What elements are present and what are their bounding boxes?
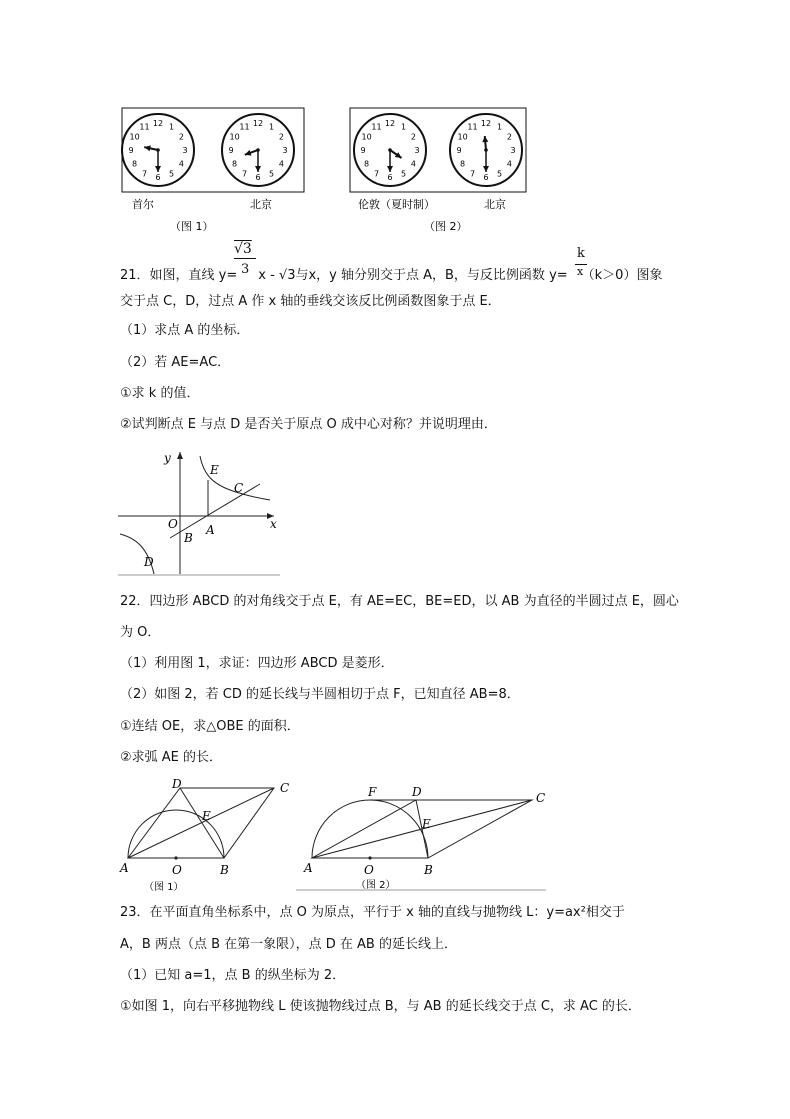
clock-numeral: 4 [278, 159, 284, 169]
q22-figures [118, 776, 548, 894]
clock-numeral: 12 [480, 119, 492, 128]
clock-numeral: 11 [139, 122, 150, 132]
q21-label-C: C [234, 481, 244, 495]
clock-numeral: 1 [400, 122, 407, 132]
clock-label-london: 伦敦（夏时制） [358, 198, 435, 211]
clock-numeral: 2 [178, 132, 184, 142]
q22-part2: （2）如图 2，若 CD 的延长线与半圆相切于点 F，已知直径 AB=8． [120, 687, 520, 702]
clock-numeral: 10 [229, 132, 240, 142]
clock-numeral: 12 [152, 119, 164, 128]
q22-fig2-label-B: B [424, 863, 433, 877]
clock-numeral: 7 [373, 169, 380, 179]
q21-sub2: ②试判断点 E 与点 D 是否关于原点 O 成中心对称？并说明理由． [120, 417, 497, 432]
clock-seoul [122, 114, 194, 186]
q21-line1-a: 21．如图，直线 y= [120, 268, 238, 283]
clock-numeral: 11 [467, 122, 478, 132]
q22-fig2-label-F: F [368, 785, 377, 799]
q21-line1-b: x - √3与x，y 轴分别交于点 A，B，与反比例函数 y= [258, 268, 568, 283]
q21-frac1-numerator: √3 [234, 241, 252, 257]
clock-numeral: 6 [155, 173, 161, 182]
clock-numeral: 4 [410, 159, 416, 169]
clock-numeral: 4 [178, 159, 184, 169]
q22-fig1-label-D: D [172, 777, 182, 791]
clock-london [354, 114, 426, 186]
q22-sub2: ②求弧 AE 的长． [120, 750, 223, 765]
clock-numeral: 8 [364, 159, 370, 169]
q21-part1: （1）求点 A 的坐标． [120, 323, 250, 338]
q22-fig2-label-O: O [364, 863, 374, 877]
q22-fig1-label-E: E [202, 809, 211, 823]
clock-numeral: 3 [282, 146, 288, 155]
clock-center [388, 148, 392, 152]
clock-beijing-1 [222, 114, 294, 186]
q23-part1: （1）已知 a=1，点 B 的纵坐标为 2． [120, 968, 346, 983]
clock-center [484, 148, 488, 152]
q22-fig2-caption: （图 2） [356, 880, 396, 891]
clock-minute-hand-tip [155, 166, 161, 172]
q22-fig1-caption: （图 1） [144, 882, 184, 893]
q21-label-A: A [206, 523, 215, 537]
clock-numeral: 10 [129, 132, 140, 142]
clock-minute-hand-tip [483, 166, 489, 172]
clock-numeral: 8 [460, 159, 466, 169]
q21-frac1-bar [234, 258, 256, 259]
q22-sub1: ①连结 OE，求△OBE 的面积． [120, 719, 300, 734]
clock-numeral: 3 [414, 146, 420, 155]
clock-minute-hand-tip [387, 166, 393, 172]
clock-numeral: 7 [141, 169, 148, 179]
q21-line2: 交于点 C，D，过点 A 作 x 轴的垂线交该反比例函数图象于点 E． [120, 294, 501, 309]
clock-numeral: 1 [168, 122, 175, 132]
clock-numeral: 11 [371, 122, 382, 132]
q21-label-x: x [270, 517, 277, 531]
q21-line1-c: （k＞0）图象 [581, 268, 663, 283]
q21-frac1-denominator: 3 [241, 262, 250, 277]
q22-line1: 22．四边形 ABCD 的对角线交于点 E，有 AE=EC，BE=ED，以 AB 为直径的半圆过点 E，圆心 [120, 594, 679, 609]
clock-beijing-2 [450, 114, 522, 186]
clock-numeral: 7 [241, 169, 248, 179]
clock-numeral: 1 [268, 122, 275, 132]
q22-fig1-label-A: A [120, 861, 129, 875]
clock-numeral: 4 [506, 159, 512, 169]
clock-numeral: 2 [410, 132, 416, 142]
clock-label-seoul: 首尔 [132, 198, 154, 211]
q22-fig1-label-B: B [220, 863, 229, 877]
clock-numeral: 7 [469, 169, 476, 179]
clock-hour-hand-tip [482, 136, 488, 142]
clock-numeral: 9 [456, 146, 462, 155]
q21-figure [118, 446, 288, 578]
clock-center [256, 148, 260, 152]
clock-minute-hand-tip [255, 166, 261, 172]
clock-numeral: 2 [506, 132, 512, 142]
clock-numeral: 6 [387, 173, 393, 182]
q22-fig2-label-E: E [422, 817, 431, 831]
q21-label-E: E [210, 463, 219, 477]
clock-numeral: 9 [228, 146, 234, 155]
clock-numeral: 3 [182, 146, 188, 155]
clock-fig1-caption: （图 1） [170, 220, 214, 233]
q21-frac2-numerator: k [577, 246, 585, 261]
clock-numeral: 5 [496, 169, 503, 179]
clock-numeral: 2 [278, 132, 284, 142]
clock-numeral: 11 [239, 122, 250, 132]
clock-numeral: 1 [496, 122, 503, 132]
q22-fig1-center-O [174, 856, 177, 859]
q22-fig2-label-A: A [304, 861, 313, 875]
q22-fig1-AC [128, 788, 274, 858]
clock-numeral: 5 [168, 169, 175, 179]
clock-numeral: 6 [483, 173, 489, 182]
q22-fig1-label-O: O [172, 863, 182, 877]
q21-label-B: B [184, 531, 193, 545]
clock-numeral: 3 [510, 146, 516, 155]
q21-frac2-denominator: x [577, 265, 584, 278]
q22-fig2-semicircle [312, 800, 428, 858]
q21-label-y: y [164, 451, 171, 465]
q21-y-arrow [177, 452, 183, 459]
clock-numeral: 5 [268, 169, 275, 179]
clock-numeral: 9 [128, 146, 134, 155]
q22-fig2-label-D: D [412, 785, 422, 799]
q21-label-O: O [168, 517, 178, 531]
clock-label-beijing-1: 北京 [250, 198, 272, 211]
clocks-fig2-box [350, 108, 526, 192]
q22-fig2-label-C: C [536, 791, 546, 805]
clock-hour-hand-tip [245, 150, 252, 156]
clocks-figure [118, 104, 538, 234]
clock-label-beijing-2: 北京 [484, 198, 506, 211]
q23-line2: A，B 两点（点 B 在第一象限），点 D 在 AB 的延长线上． [120, 937, 457, 952]
clock-numeral: 8 [132, 159, 138, 169]
q22-fig1 [119, 777, 289, 893]
clock-numeral: 12 [384, 119, 396, 128]
clock-numeral: 5 [400, 169, 407, 179]
clock-numeral: 9 [360, 146, 366, 155]
clock-numeral: 10 [361, 132, 372, 142]
q22-fig2 [296, 785, 546, 891]
q21-sub1: ①求 k 的值． [120, 386, 200, 401]
q23-line1: 23．在平面直角坐标系中，点 O 为原点，平行于 x 轴的直线与抛物线 L：y=ax²相交于 [120, 905, 625, 920]
q21-label-D: D [144, 555, 154, 569]
q23-sub1: ①如图 1，向右平移抛物线 L 使该抛物线过点 B，与 AB 的延长线交于点 C，求 AC 的长． [120, 999, 641, 1014]
q21-line-AB [170, 484, 260, 538]
clock-numeral: 8 [232, 159, 238, 169]
clock-center [156, 148, 160, 152]
clock-numeral: 12 [252, 119, 264, 128]
q22-part1: （1）利用图 1，求证：四边形 ABCD 是菱形． [120, 656, 394, 671]
clock-fig2-caption: （图 2） [424, 220, 468, 233]
q22-fig2-center-O [368, 856, 371, 859]
clock-numeral: 10 [457, 132, 468, 142]
q22-line2: 为 O． [120, 625, 161, 640]
clock-numeral: 6 [255, 173, 261, 182]
q21-part2: （2）若 AE=AC． [120, 355, 231, 370]
q22-fig1-BD [180, 788, 224, 858]
q22-fig1-label-C: C [280, 781, 290, 795]
